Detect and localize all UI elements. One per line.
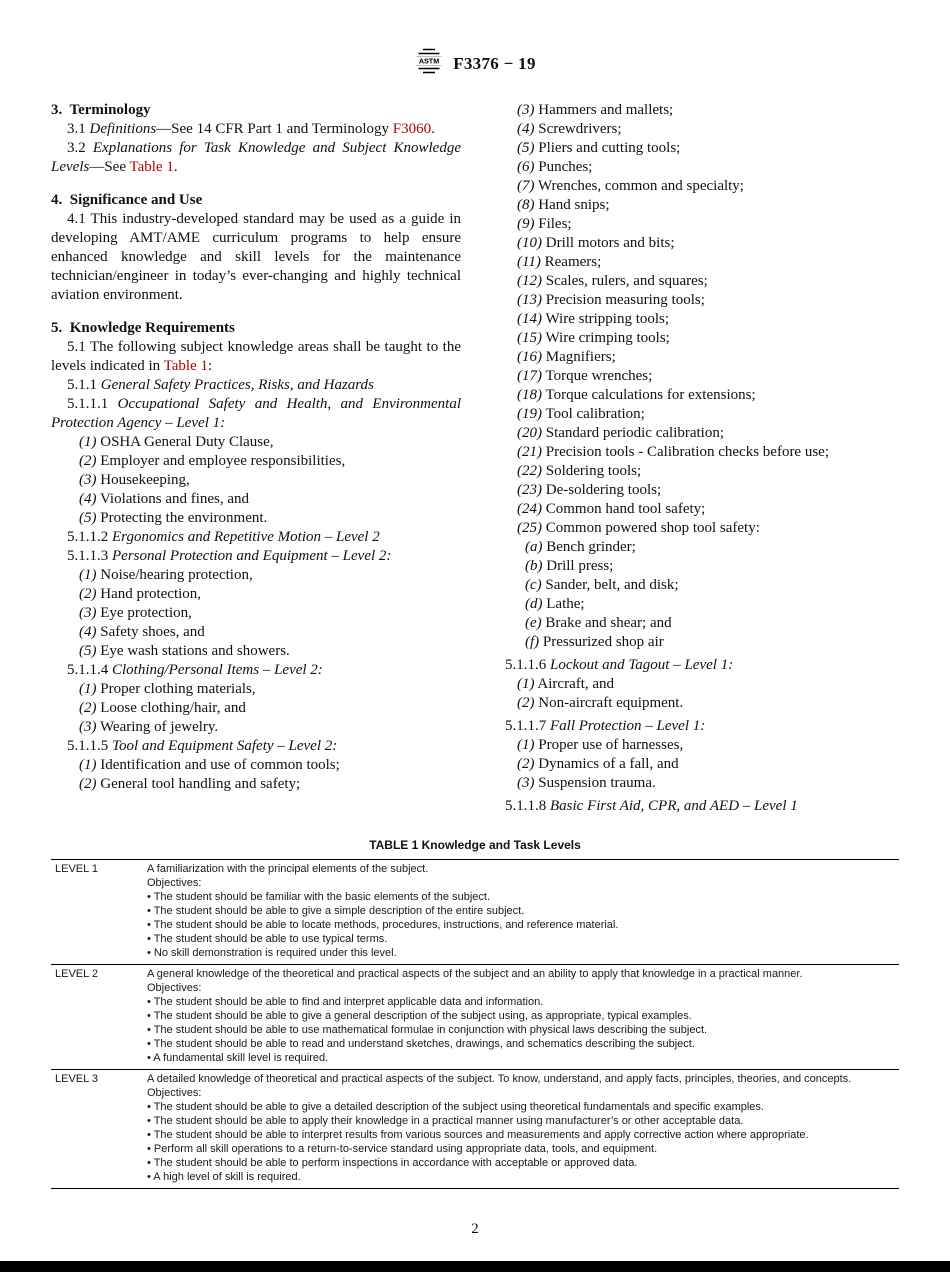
objective-bullet: • The student should be able to perform inspections in accordance with acceptable or approved data. — [147, 1157, 638, 1169]
text-run: De-soldering tools; — [542, 482, 662, 498]
sub-list-item — [489, 614, 899, 633]
text-run: OSHA General Duty Clause, — [96, 434, 274, 450]
text-run: (5) — [79, 643, 97, 659]
list-item — [489, 519, 899, 538]
list-item — [51, 471, 461, 490]
list-item — [489, 774, 899, 793]
text-run: Employer and employee responsibilities, — [96, 453, 346, 469]
paragraph — [51, 395, 461, 433]
list-item — [51, 680, 461, 699]
sub-list-item — [489, 538, 899, 557]
text-run: (7) — [517, 178, 535, 194]
text-run: (4) — [79, 491, 97, 507]
text-run: Wire stripping tools; — [542, 311, 670, 327]
sub-list-item — [489, 557, 899, 576]
section-heading: 3. Terminology — [51, 102, 151, 118]
list-item — [51, 623, 461, 642]
text-run: (e) — [525, 615, 542, 631]
text-run: (13) — [517, 292, 542, 308]
text-run: Eye wash stations and showers. — [96, 643, 290, 659]
text-run: (4) — [517, 121, 535, 137]
reference-link[interactable]: F3060 — [392, 121, 432, 137]
level-content-cell — [143, 860, 899, 965]
level-description: A general knowledge of the theoretical and practical aspects of the subject and an ability to apply that knowledge in a practical manner. — [147, 968, 803, 980]
text-run: Explanations for Task Knowledge and Subject Knowledge Levels — [51, 140, 461, 175]
objective-bullet: • The student should be able to interpret results from various sources and measurements and apply corrective action where appropriate. — [147, 1129, 809, 1141]
section-heading: 4. Significance and Use — [51, 192, 203, 208]
objectives-label: Objectives: — [147, 982, 202, 994]
text-run: (17) — [517, 368, 542, 384]
doc-code: F3376 − 19 — [453, 53, 536, 73]
text-run: 5.1.1.6 — [505, 657, 550, 673]
text-run: Drill press; — [542, 558, 614, 574]
text-run: (19) — [517, 406, 542, 422]
text-run: (c) — [525, 577, 542, 593]
objective-bullet: • The student should be able to give a simple description of the entire subject. — [147, 905, 525, 917]
knowledge-levels-table — [51, 859, 899, 1189]
level-label: LEVEL 1 — [51, 860, 143, 965]
text-run: Torque calculations for extensions; — [542, 387, 756, 403]
text-run: (1) — [79, 681, 97, 697]
table-row — [51, 1070, 899, 1189]
list-item — [51, 433, 461, 452]
text-run: Loose clothing/hair, and — [96, 700, 246, 716]
list-item — [51, 604, 461, 623]
list-item — [51, 585, 461, 604]
level-description: A familiarization with the principal elements of the subject. — [147, 863, 429, 875]
list-item — [51, 775, 461, 794]
list-item — [489, 481, 899, 500]
text-run: 5.1.1.3 — [67, 548, 112, 564]
text-run: —See — [89, 159, 130, 175]
text-run: (1) — [79, 757, 97, 773]
text-run: 5.1.1.5 — [67, 738, 112, 754]
text-run: (25) — [517, 520, 542, 536]
text-run: Basic First Aid, CPR, and AED – Level 1 — [550, 798, 798, 814]
text-run: Hand snips; — [534, 197, 610, 213]
text-run: Suspension trauma. — [534, 775, 656, 791]
paragraph — [489, 717, 899, 736]
list-item — [489, 234, 899, 253]
objectives-label: Objectives: — [147, 1087, 202, 1099]
list-item — [51, 756, 461, 775]
paragraph — [51, 139, 461, 177]
text-run: Magnifiers; — [542, 349, 616, 365]
objectives-label: Objectives: — [147, 877, 202, 889]
text-run: (4) — [79, 624, 97, 640]
text-run: Brake and shear; and — [541, 615, 672, 631]
text-run: (2) — [79, 700, 97, 716]
text-run: (a) — [525, 539, 543, 555]
paragraph — [489, 797, 899, 816]
text-run: Safety shoes, and — [96, 624, 205, 640]
text-run: General tool handling and safety; — [96, 776, 301, 792]
astm-logo-text: ASTM — [419, 56, 440, 66]
text-run: (24) — [517, 501, 542, 517]
text-run: (1) — [79, 567, 97, 583]
text-run: (5) — [79, 510, 97, 526]
paragraph — [51, 210, 461, 305]
text-run: . — [431, 121, 435, 137]
body-columns — [51, 101, 899, 816]
right-column — [489, 101, 899, 816]
list-item — [489, 177, 899, 196]
list-item — [489, 101, 899, 120]
list-item — [489, 694, 899, 713]
text-run: (2) — [517, 756, 535, 772]
text-run: Wearing of jewelry. — [96, 719, 219, 735]
list-item — [489, 755, 899, 774]
list-item — [51, 509, 461, 528]
objective-bullet: • The student should be able to apply their knowledge in a practical manner using manufacturer’s or other acceptable data. — [147, 1115, 744, 1127]
section-heading: 5. Knowledge Requirements — [51, 320, 235, 336]
text-run: 5.1.1.8 — [505, 798, 550, 814]
list-item — [489, 675, 899, 694]
table-title: TABLE 1 Knowledge and Task Levels — [369, 838, 581, 852]
text-run: Scales, rulers, and squares; — [542, 273, 708, 289]
text-run: 3.2 — [67, 140, 93, 156]
list-item — [489, 367, 899, 386]
text-run: Lathe; — [542, 596, 585, 612]
list-item — [489, 386, 899, 405]
text-run: (9) — [517, 216, 535, 232]
text-run: (f) — [525, 634, 540, 650]
text-run: (2) — [517, 695, 535, 711]
text-run: 4.1 This industry-developed standard may be used as a guide in developing AMT/AME curriculum programs to help ensure enhanced knowledge and skill levels for the maintenance technician/engineer in today’s ever-changing and highly technical aviation environment. — [51, 211, 461, 303]
text-run: (11) — [517, 254, 541, 270]
list-item — [51, 699, 461, 718]
list-item — [51, 490, 461, 509]
page-number: 2 — [471, 1221, 479, 1237]
text-run: Punches; — [534, 159, 593, 175]
text-run: (3) — [517, 102, 535, 118]
text-run: (2) — [79, 776, 97, 792]
objective-bullet: • The student should be able to read and understand sketches, drawings, and schematics describing the subject. — [147, 1038, 695, 1050]
text-run: Soldering tools; — [542, 463, 642, 479]
list-item — [489, 424, 899, 443]
level-label: LEVEL 3 — [51, 1070, 143, 1189]
text-run: Wire crimping tools; — [542, 330, 670, 346]
text-run: Standard periodic calibration; — [542, 425, 725, 441]
scan-bottom-edge — [0, 1261, 950, 1272]
objective-bullet: • The student should be able to use typical terms. — [147, 933, 388, 945]
text-run: Tool and Equipment Safety – Level 2: — [112, 738, 338, 754]
list-item — [489, 139, 899, 158]
text-run: (22) — [517, 463, 542, 479]
list-item — [489, 120, 899, 139]
table-row — [51, 860, 899, 965]
text-run: Wrenches, common and specialty; — [534, 178, 744, 194]
page-footer — [0, 1221, 950, 1238]
table-row — [51, 965, 899, 1070]
reference-link[interactable]: Table 1 — [163, 358, 208, 374]
objective-bullet: • A high level of skill is required. — [147, 1171, 301, 1183]
list-item — [489, 500, 899, 519]
level-content-cell — [143, 965, 899, 1070]
text-run: (20) — [517, 425, 542, 441]
text-run: Personal Protection and Equipment – Level 2: — [112, 548, 392, 564]
text-run: Reamers; — [540, 254, 602, 270]
list-item — [489, 253, 899, 272]
text-run: Protecting the environment. — [96, 510, 268, 526]
list-item — [489, 196, 899, 215]
paragraph — [51, 338, 461, 376]
text-run: Tool calibration; — [542, 406, 645, 422]
text-run: —See 14 CFR Part 1 and Terminology — [156, 121, 393, 137]
text-run: (5) — [517, 140, 535, 156]
list-item — [489, 310, 899, 329]
list-item — [489, 329, 899, 348]
list-item — [489, 462, 899, 481]
text-run: Lockout and Tagout – Level 1: — [550, 657, 734, 673]
list-item — [489, 736, 899, 755]
text-run: Screwdrivers; — [534, 121, 622, 137]
text-run: 5.1.1 — [67, 377, 101, 393]
text-run: Pliers and cutting tools; — [534, 140, 681, 156]
list-item — [489, 215, 899, 234]
text-run: Identification and use of common tools; — [96, 757, 340, 773]
text-run: (14) — [517, 311, 542, 327]
paragraph — [51, 547, 461, 566]
text-run: Hammers and mallets; — [534, 102, 674, 118]
text-run: Precision tools - Calibration checks before use; — [542, 444, 830, 460]
text-run: (3) — [79, 605, 97, 621]
text-run: Dynamics of a fall, and — [534, 756, 679, 772]
text-run: Ergonomics and Repetitive Motion – Level 2 — [112, 529, 380, 545]
text-run: (21) — [517, 444, 542, 460]
level-content-cell — [143, 1070, 899, 1189]
text-run: (1) — [79, 434, 97, 450]
text-run: Common powered shop tool safety: — [542, 520, 760, 536]
text-run: Fall Protection – Level 1: — [550, 718, 706, 734]
sub-list-item — [489, 576, 899, 595]
text-run: (23) — [517, 482, 542, 498]
text-run: Proper use of harnesses, — [534, 737, 684, 753]
text-run: 5.1.1.4 — [67, 662, 112, 678]
list-item — [489, 443, 899, 462]
text-run: : — [207, 358, 213, 374]
text-run: (12) — [517, 273, 542, 289]
list-item — [489, 291, 899, 310]
text-run: 5.1.1.7 — [505, 718, 550, 734]
text-run: (1) — [517, 676, 535, 692]
sub-list-item — [489, 633, 899, 652]
level-label: LEVEL 2 — [51, 965, 143, 1070]
objective-bullet: • The student should be able to locate methods, procedures, instructions, and reference material. — [147, 919, 619, 931]
text-run: (1) — [517, 737, 535, 753]
sub-list-item — [489, 595, 899, 614]
text-run: (6) — [517, 159, 535, 175]
objective-bullet: • Perform all skill operations to a return-to-service standard using appropriate data, tools, and equipment. — [147, 1143, 658, 1155]
paragraph — [51, 528, 461, 547]
list-item — [51, 642, 461, 661]
objective-bullet: • The student should be able to give a general description of the subject using, as appropriate, typical examples. — [147, 1010, 692, 1022]
text-run: 5.1.1.2 — [67, 529, 112, 545]
text-run: 5.1.1.1 — [67, 396, 118, 412]
left-column — [51, 101, 461, 816]
objective-bullet: • The student should be able to use mathematical formulae in conjunction with physical laws describing the subject. — [147, 1024, 708, 1036]
text-run: Pressurized shop air — [539, 634, 664, 650]
list-item — [489, 348, 899, 367]
text-run: Hand protection, — [96, 586, 202, 602]
text-run: (15) — [517, 330, 542, 346]
text-run: Noise/hearing protection, — [96, 567, 253, 583]
text-run: (3) — [79, 472, 97, 488]
text-run: 5.1 The following subject knowledge areas shall be taught to the levels indicated in — [51, 339, 461, 374]
objective-bullet: • The student should be able to find and interpret applicable data and information. — [147, 996, 544, 1008]
list-item — [51, 566, 461, 585]
text-run: (d) — [525, 596, 543, 612]
list-item — [51, 718, 461, 737]
objective-bullet: • No skill demonstration is required under this level. — [147, 947, 397, 959]
objective-bullet: • A fundamental skill level is required. — [147, 1052, 329, 1064]
text-run: (18) — [517, 387, 542, 403]
list-item — [489, 158, 899, 177]
page-header — [51, 46, 899, 81]
astm-logo — [414, 46, 444, 81]
text-run: (10) — [517, 235, 542, 251]
text-run: Occupational Safety and Health, and Environmental Protection Agency – Level 1: — [51, 396, 461, 431]
text-run: (2) — [79, 586, 97, 602]
text-run: General Safety Practices, Risks, and Hazards — [100, 377, 374, 393]
paragraph — [51, 661, 461, 680]
text-run: Definitions — [89, 121, 157, 137]
text-run: (3) — [79, 719, 97, 735]
text-run: Non-aircraft equipment. — [534, 695, 684, 711]
objective-bullet: • The student should be able to give a detailed description of the subject using theoretical fundamentals and specific examples. — [147, 1101, 764, 1113]
level-description: A detailed knowledge of theoretical and practical aspects of the subject. To know, understand, and apply facts, principles, theories, and concepts. — [147, 1073, 852, 1085]
text-run: Housekeeping, — [96, 472, 190, 488]
text-run: (16) — [517, 349, 542, 365]
text-run: 3.1 — [67, 121, 90, 137]
list-item — [489, 272, 899, 291]
text-run: Torque wrenches; — [542, 368, 653, 384]
text-run: Files; — [534, 216, 572, 232]
list-item — [51, 452, 461, 471]
text-run: (b) — [525, 558, 543, 574]
text-run: Aircraft, and — [534, 676, 615, 692]
text-run: (8) — [517, 197, 535, 213]
text-run: Eye protection, — [96, 605, 192, 621]
text-run: Bench grinder; — [542, 539, 636, 555]
text-run: Sander, belt, and disk; — [541, 577, 679, 593]
objective-bullet: • The student should be familiar with the basic elements of the subject. — [147, 891, 491, 903]
list-item — [489, 405, 899, 424]
paragraph — [489, 656, 899, 675]
text-run: Clothing/Personal Items – Level 2: — [112, 662, 323, 678]
text-run: Violations and fines, and — [96, 491, 250, 507]
text-run: Drill motors and bits; — [542, 235, 675, 251]
text-run: Common hand tool safety; — [542, 501, 706, 517]
text-run: (2) — [79, 453, 97, 469]
reference-link[interactable]: Table 1 — [129, 159, 174, 175]
text-run: (3) — [517, 775, 535, 791]
text-run: . — [173, 159, 178, 175]
paragraph — [51, 376, 461, 395]
text-run: Precision measuring tools; — [542, 292, 705, 308]
paragraph — [51, 120, 461, 139]
paragraph — [51, 737, 461, 756]
text-run: Proper clothing materials, — [96, 681, 256, 697]
